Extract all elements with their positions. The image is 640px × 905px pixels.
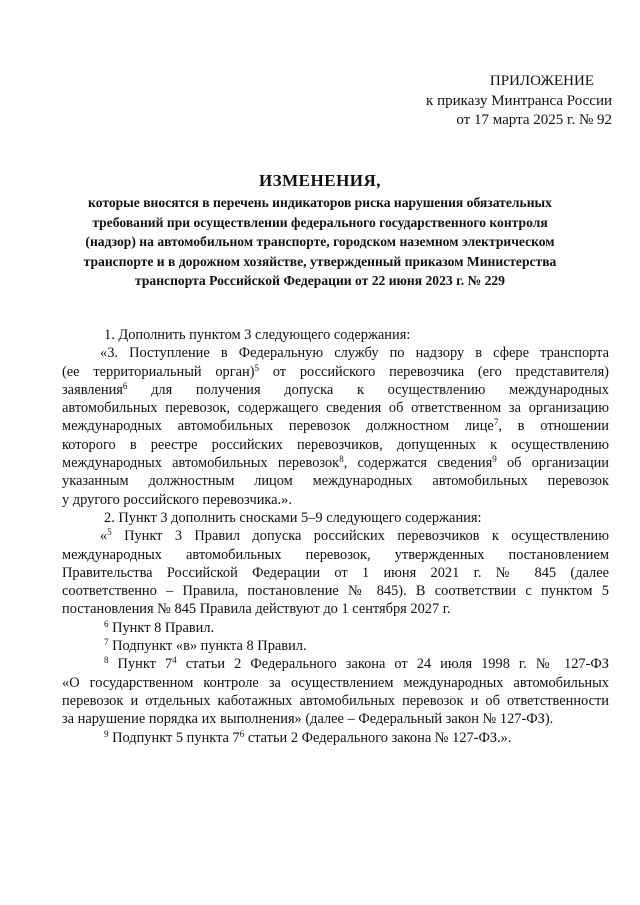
appendix-date-line: от 17 марта 2025 г. № 92 (456, 112, 612, 128)
paragraph-1: 1. Дополнить пунктом 3 следующего содержания: (104, 327, 411, 343)
quote-line: «3. Поступление в Федеральную службу по надзору в сфере транспорта (100, 345, 609, 362)
footnote-7: $^7$ Подпункт «в» пункта 8 Правил. (104, 637, 307, 655)
footnote-line: международных автомобильных перевозок, утвержденных постановлением (62, 546, 609, 563)
footnote-number: 7 (104, 637, 109, 648)
heading-title: ИЗМЕНЕНИЯ, (258, 171, 382, 190)
quote-line: международных автомобильных перевозок$^8$, содержатся сведения$^9$ об организации (62, 454, 609, 472)
footnote-line: «О государственном контроле за осуществлением международных автомобильных (62, 674, 609, 691)
footnote-6: $^6$ Пункт 8 Правил. (104, 618, 215, 636)
subtitle-line: транспорте и в дорожном хозяйстве, утвержденный приказом Министерства (83, 253, 557, 269)
document-body (62, 326, 609, 747)
appendix-header (352, 72, 612, 131)
footnote-ref: 9 (492, 454, 497, 465)
footnote-line: Правительства Российской Федерации от 1 июня 2021 г. № 845 (далее (62, 564, 609, 581)
footnote-8: $^8$ Пункт $7^4$ статьи 2 Федерального закона от 24 июля 1998 г. № 127-ФЗ (104, 655, 609, 673)
document-heading (55, 170, 585, 291)
quote-line: у другого российского перевозчика.». (62, 491, 292, 508)
superscript: 6 (239, 728, 245, 739)
subtitle-line: которые вносятся в перечень индикаторов риска нарушения обязательных (88, 195, 552, 210)
quote-line: указанным должностным лицом международных автомобильных перевозок (62, 473, 609, 490)
footnote-ref: 8 (339, 454, 344, 465)
footnote-number: 6 (104, 618, 109, 629)
subtitle-line: (надзор) на автомобильном транспорте, городском наземном электрическом (85, 234, 555, 249)
quote-line: автомобильных перевозок, содержащего сведения об ответственном за организацию (62, 400, 609, 417)
quote-line: (ее территориальный орган)$^5$ от российского перевозчика (его представителя) (62, 362, 609, 380)
quote-line: заявления$^6$ для получения допуска к осуществлению международных (62, 380, 609, 398)
subtitle-line: требований при осуществлении федерального государственного контроля (92, 214, 548, 230)
heading-subtitle (55, 193, 585, 291)
appendix-order-line: к приказу Минтранса России (426, 92, 612, 109)
footnote-line: соответственно – Правила, постановление № 845). В соответствии с пунктом 5 (62, 583, 609, 600)
footnote-number: 5 (107, 527, 112, 538)
footnote-number: 9 (104, 728, 109, 739)
footnote-line: за нарушение порядка их выполнения» (далее – Федеральный закон № 127-ФЗ). (62, 711, 554, 728)
footnote-number: 8 (104, 655, 109, 666)
quote-line: международных автомобильных перевозок должностном лице$^7$, в отношении (62, 417, 609, 435)
superscript: 4 (172, 655, 177, 666)
footnote-9: $^9$ Подпункт 5 пункта $7^6$ статьи 2 Федерального закона № 127-ФЗ.». (104, 728, 512, 746)
footnote-line: перевозок и отдельных каботажных автомобильных перевозок и об ответственности (62, 692, 609, 709)
quote-line: которого в реестре российских перевозчиков, допущенных к осуществлению (62, 436, 609, 453)
footnote-line: «$^5$ Пункт 3 Правил допуска российских перевозчиков к осуществлению (100, 527, 609, 545)
subtitle-line: транспорта Российской Федерации от 22 июня 2023 г. № 229 (135, 273, 505, 288)
footnote-ref: 6 (122, 380, 128, 391)
footnote-ref: 7 (493, 417, 499, 428)
footnote-line: постановления № 845 Правила действуют до 1 сентября 2027 г. (62, 601, 451, 618)
footnote-ref: 5 (254, 362, 260, 373)
paragraph-2: 2. Пункт 3 дополнить сносками 5–9 следующего содержания: (104, 509, 482, 526)
appendix-title: ПРИЛОЖЕНИЕ (489, 73, 594, 89)
